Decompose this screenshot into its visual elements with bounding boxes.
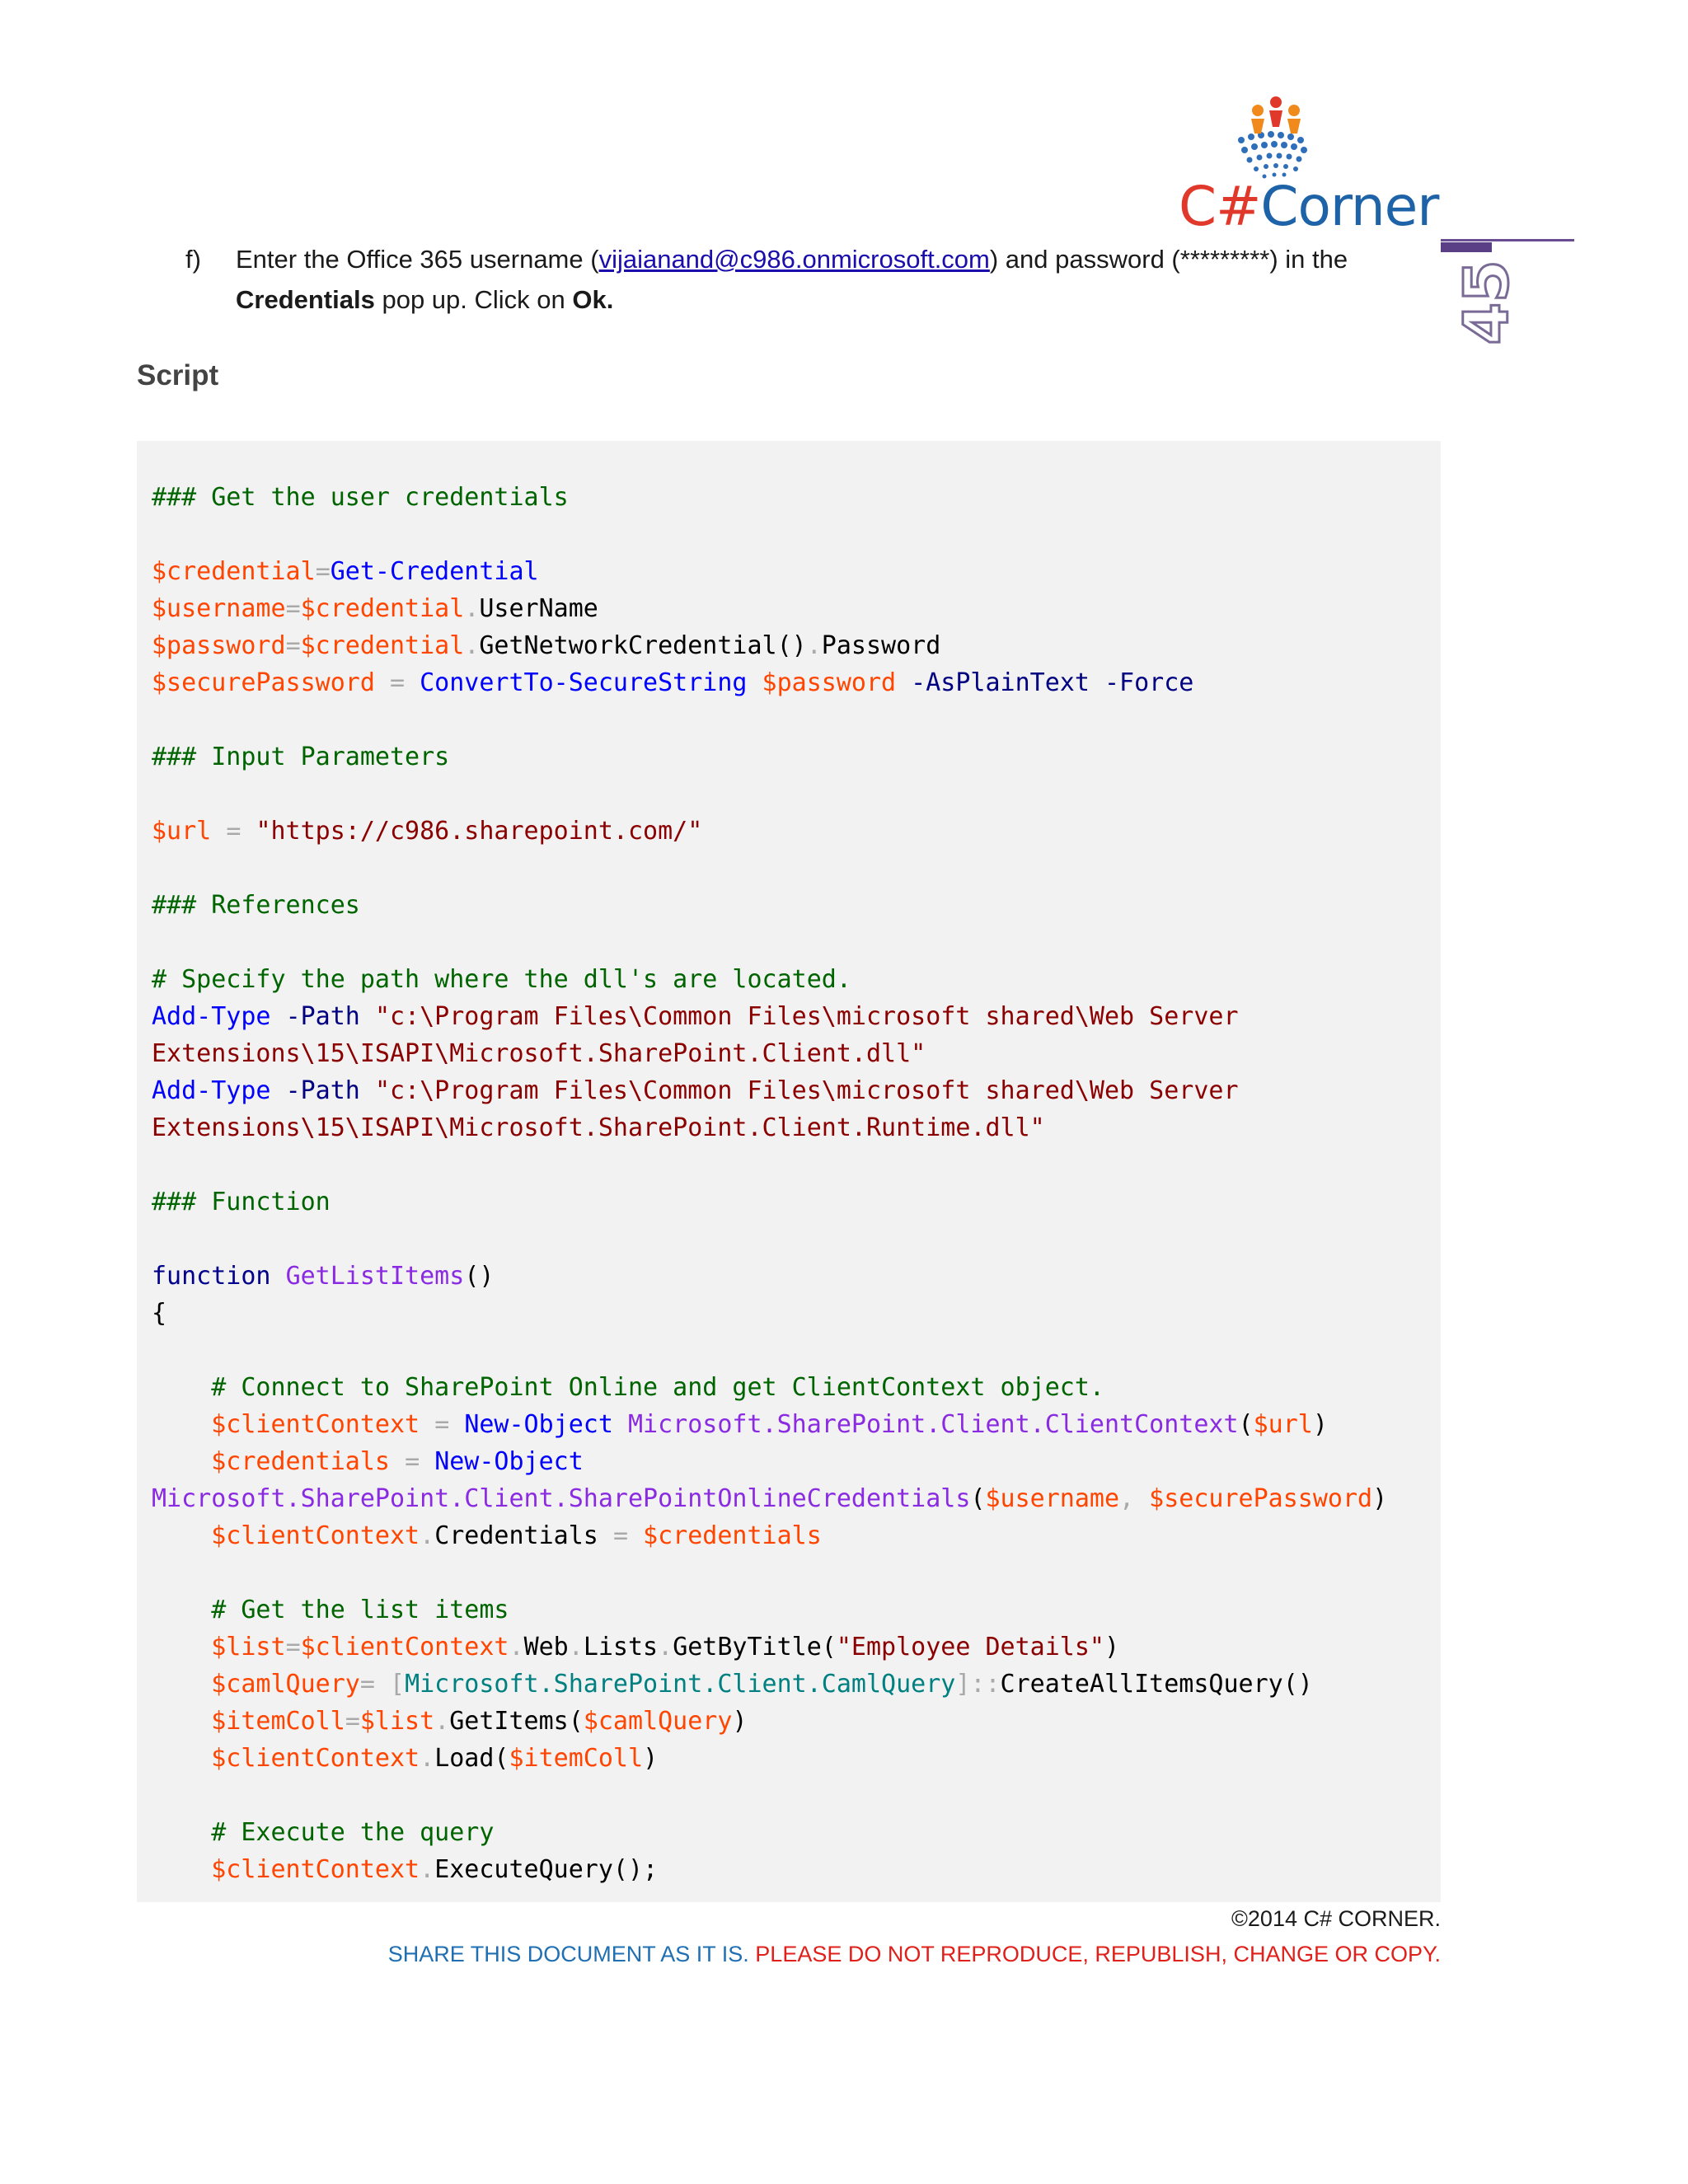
page-number: 45 xyxy=(1451,260,1522,345)
code-line-1: ### Get the user credentials xyxy=(152,483,569,512)
code-line-20: ### Function xyxy=(152,1188,331,1216)
code-line-5: $password=$credential.GetNetworkCredential().Password xyxy=(152,631,941,660)
code-line-31: # Get the list items xyxy=(211,1596,509,1624)
copyright-notice: ©2014 C# CORNER. xyxy=(1231,1906,1441,1931)
script-heading: Script xyxy=(137,359,219,391)
code-line-14: # Specify the path where the dll's are located. xyxy=(152,965,851,994)
code-line-10: $url = "https://c986.sharepoint.com/" xyxy=(152,817,703,846)
code-line-37: # Execute the query xyxy=(211,1818,495,1847)
code-line-33: $camlQuery= [Microsoft.SharePoint.Client.CamlQuery]::CreateAllItemsQuery() xyxy=(211,1670,1313,1699)
code-line-23: { xyxy=(152,1299,167,1328)
code-line-28: Microsoft.SharePoint.Client.SharePointOnlineCredentials($username, $securePassword) xyxy=(152,1484,1388,1513)
code-line-38: $clientContext.ExecuteQuery(); xyxy=(211,1855,659,1884)
code-line-8: ### Input Parameters xyxy=(152,743,450,771)
code-line-26: $clientContext = New-Object Microsoft.SharePoint.Client.ClientContext($url) xyxy=(211,1410,1328,1439)
code-line-4: $username=$credential.UserName xyxy=(152,594,598,623)
code-line-27: $credentials = New-Object xyxy=(211,1447,584,1476)
code-line-32: $list=$clientContext.Web.Lists.GetByTitle("Employee Details") xyxy=(211,1633,1120,1661)
code-line-22: function GetListItems() xyxy=(152,1262,495,1291)
code-line-35: $clientContext.Load($itemColl) xyxy=(211,1744,659,1773)
share-notice-blue: SHARE THIS DOCUMENT AS IT IS. xyxy=(387,1942,749,1966)
logo-corner: Corner xyxy=(1260,175,1439,238)
code-line-18: Extensions\15\ISAPI\Microsoft.SharePoint.Client.Runtime.dll" xyxy=(152,1113,1045,1142)
code-line-29: $clientContext.Credentials = $credentials xyxy=(211,1521,822,1550)
code-line-3: $credential=Get-Credential xyxy=(152,557,539,586)
code-line-34: $itemColl=$list.GetItems($camlQuery) xyxy=(211,1707,748,1736)
logo-csharp: C# xyxy=(1179,175,1261,238)
step-marker: f) xyxy=(185,245,201,274)
code-line-15: Add-Type -Path "c:\Program Files\Common Files\microsoft shared\Web Server xyxy=(152,1002,1239,1031)
step-text: Enter the Office 365 username (vijaianand@c986.onmicrosoft.com) and password (*********) in the Credentials pop up. Click on Ok. xyxy=(236,245,1348,314)
logo-wordmark xyxy=(1179,175,1439,238)
share-notice xyxy=(388,1942,1441,1967)
code-line-17: Add-Type -Path "c:\Program Files\Common Files\microsoft shared\Web Server xyxy=(152,1076,1239,1105)
share-notice-red: PLEASE DO NOT REPRODUCE, REPUBLISH, CHANGE OR COPY. xyxy=(755,1942,1441,1966)
page-number-rule xyxy=(1441,239,1574,241)
code-line-16: Extensions\15\ISAPI\Microsoft.SharePoint.Client.dll" xyxy=(152,1039,926,1068)
code-line-6: $securePassword = ConvertTo-SecureString $password -AsPlainText -Force xyxy=(152,668,1194,697)
ok-bold: Ok. xyxy=(572,285,614,314)
code-line-12: ### References xyxy=(152,891,360,920)
page-number-accent xyxy=(1441,242,1492,252)
csharp-corner-logo xyxy=(1170,91,1439,239)
step-f xyxy=(185,239,1389,320)
email-link[interactable]: vijaianand@c986.onmicrosoft.com xyxy=(598,245,990,274)
credentials-bold: Credentials xyxy=(236,285,375,314)
code-line-25: # Connect to SharePoint Online and get ClientContext object. xyxy=(211,1373,1104,1402)
